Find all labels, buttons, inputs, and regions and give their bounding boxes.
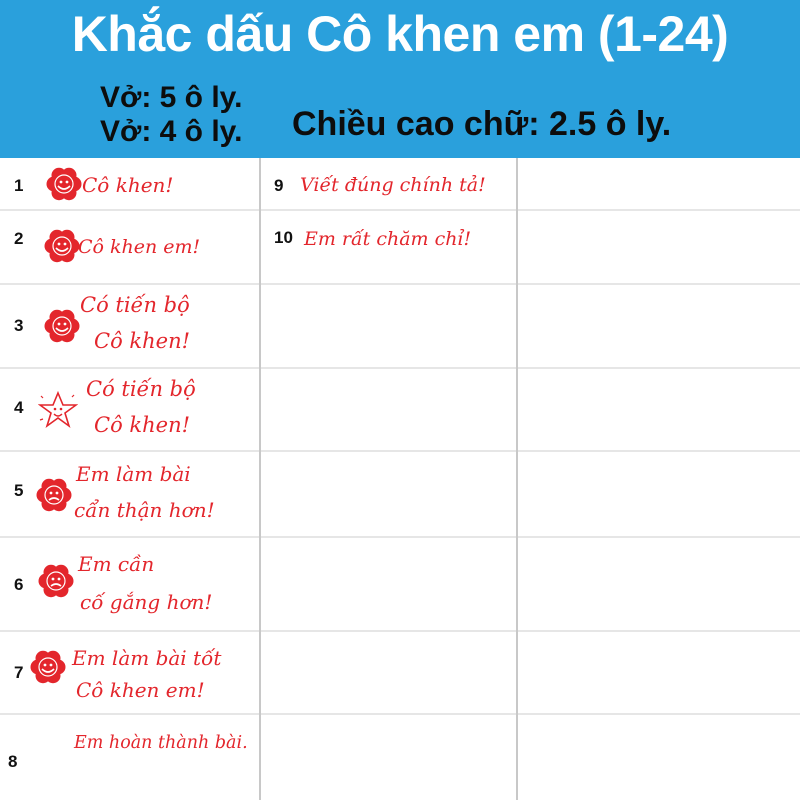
stamp-cell-3 — [0, 284, 260, 368]
stamp-number: 8 — [8, 752, 18, 771]
notebook-size-5: Vở: 5 ô ly. — [100, 81, 243, 114]
stamp-text-line-1: Em làm bài — [76, 462, 191, 486]
stamp-text-line-2: Cô khen em! — [76, 678, 205, 702]
stamp-cell-10 — [260, 210, 517, 284]
stamp-cell-1 — [0, 158, 260, 210]
stamp-cell-2 — [0, 210, 260, 284]
letter-height: Chiều cao chữ: 2.5 ô ly. — [292, 105, 672, 143]
flower-face-icon — [44, 308, 80, 349]
stamp-cell-4 — [0, 368, 260, 451]
flower-face-icon — [30, 649, 66, 690]
page-title: Khắc dấu Cô khen em (1-24) — [71, 6, 729, 62]
stamp-cell-8 — [0, 714, 260, 800]
stamp-number: 10 — [274, 228, 293, 247]
stamp-number: 1 — [14, 176, 24, 195]
stamp-number: 7 — [14, 663, 24, 682]
header-banner — [0, 0, 800, 158]
stamp-text-line-2: cẩn thận hơn! — [74, 498, 215, 522]
stamp-number: 4 — [14, 398, 24, 417]
flower-sad-face-icon — [38, 563, 74, 604]
stamp-number: 3 — [14, 316, 24, 335]
stamp-text-line-1: Em hoàn thành bài. — [74, 733, 248, 753]
stamp-cell-7 — [0, 631, 260, 714]
stamp-text-line-1: Có tiến bộ — [86, 377, 196, 401]
stamp-text-line-1: Cô khen! — [82, 173, 174, 197]
stamp-grid — [0, 158, 800, 800]
flower-sad-face-icon — [36, 477, 72, 518]
star-face-icon — [38, 390, 78, 435]
stamp-number: 6 — [14, 575, 24, 594]
stamp-text-line-1: Em rất chăm chỉ! — [304, 228, 472, 250]
stamp-number: 5 — [14, 481, 24, 500]
stamp-text-line-1: Viết đúng chính tả! — [300, 174, 486, 196]
stamp-number: 9 — [274, 176, 284, 195]
stamp-text-line-1: Em làm bài tốt — [72, 646, 222, 670]
flower-face-icon — [46, 166, 82, 207]
stamp-cell-9 — [260, 158, 517, 210]
flower-face-icon — [44, 228, 80, 269]
notebook-size-4: Vở: 4 ô ly. — [100, 115, 243, 148]
stamp-text-line-1: Cô khen em! — [78, 236, 201, 258]
stamp-text-line-1: Có tiến bộ — [80, 293, 190, 317]
stamp-number: 2 — [14, 229, 24, 248]
stamp-text-line-2: Cô khen! — [94, 329, 191, 353]
stamp-text-line-2: cố gắng hơn! — [80, 590, 213, 614]
stamp-text-line-2: Cô khen! — [94, 413, 191, 437]
stamp-text-line-1: Em cần — [78, 552, 155, 576]
stamp-cell-6 — [0, 537, 260, 631]
stamp-cell-5 — [0, 451, 260, 537]
